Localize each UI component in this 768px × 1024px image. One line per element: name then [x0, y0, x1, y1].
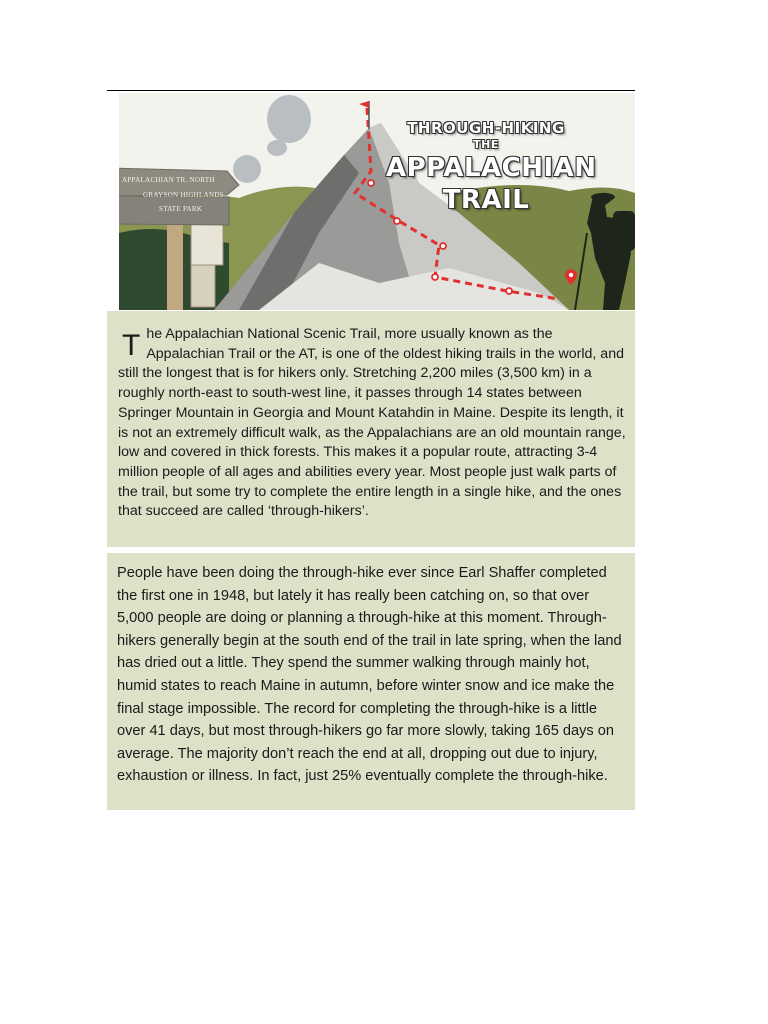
title-line-2: THE	[473, 138, 499, 151]
sign-line-3: STATE PARK	[159, 205, 203, 213]
title-line-3: APPALACHIAN	[386, 153, 597, 183]
drop-cap: T	[122, 329, 141, 362]
top-rule	[107, 90, 635, 91]
intro-paragraph: he Appalachian National Scenic Trail, more usually known as the Appalachian Trail or the AT, is one of the oldest hiking trails in the world, and still the longest that is for hikers only. Stretching 2,200 miles (3,500 km) in a roughly north-east to south-west line, it passes through 14 states between Springer Mountain in Georgia and Mount Katahdin in Maine. Despite its length, it is not an extremely difficult walk, as the Appalachians are an old mountain range, low and covered in thick forests. This makes it a popular route, attracting 3-4 million people of all ages and abilities every year. Most people just walk parts of the trail, but some try to complete the entire length in a single hike, and the ones that succeed are called ‘through-hikers’.	[118, 326, 626, 520]
sign-line-2: GRAYSON HIGHLANDS	[143, 191, 224, 199]
history-panel	[107, 553, 635, 810]
title-line-1: THROUGH-HIKING	[407, 119, 565, 137]
history-paragraph: People have been doing the through-hike ever since Earl Shaffer completed the first one in 1948, but lately it has really been catching on, so that over 5,000 people are doing or planning a through-hike at this moment. Through-hikers generally begin at the south end of the trail in late spring, when the land has dried out a little. They spend the summer walking through mainly hot, humid states to reach Maine in autumn, before winter snow and ice make the final stage impossible. The record for completing the through-hike is a little over 41 days, but most through-hikers go far more slowly, taking 165 days on average. The majority don’t reach the end at all, dropping out due to injury, exhaustion or illness. In fact, just 25% eventually complete the through-hike.	[117, 565, 622, 785]
intro-panel	[107, 311, 635, 547]
sign-line-1: APPALACHIAN TR. NORTH	[122, 176, 215, 184]
hero-title	[386, 118, 597, 216]
title-line-4: TRAIL	[442, 185, 530, 215]
